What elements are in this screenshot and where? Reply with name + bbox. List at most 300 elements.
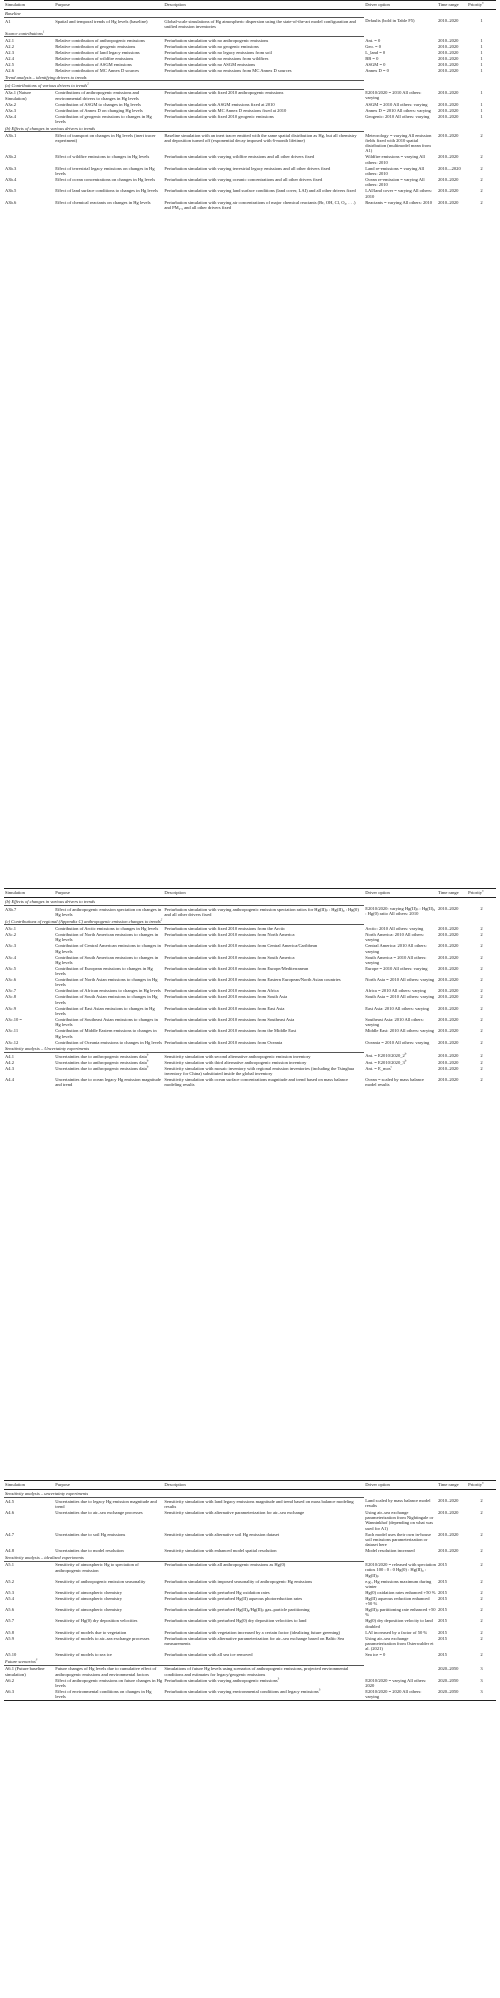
cell-purpose: Contributions of anthropogenic emissions and environmental drivers to changes in Hg levels [55, 90, 140, 101]
cell-desc: Perturbation simulation with fixed 2010 emissions from East Asia [164, 1005, 285, 1011]
cell-pri: 2 [480, 199, 483, 205]
cell-pri: 1 [480, 44, 483, 49]
table-row [4, 1677, 496, 1688]
cell-pri: 1 [480, 37, 483, 43]
cell-desc: Perturbation simulation with fixed 2010 emissions from Europe/Mediterranean [164, 965, 309, 971]
table-row [4, 1618, 496, 1629]
cell-sim: A3c.5 [5, 965, 16, 971]
cell-desc: Global-scale simulations of Hg atmospheric dispersion using the state-of-the-art model configuration and unified emission inventories [164, 18, 356, 29]
cell-time: 2010–2020 [437, 67, 459, 73]
cell-purpose: Sensitivity of models due to vegetation [55, 1629, 127, 1635]
cell-driver: East Asia: 2010 All others: varying [365, 1005, 429, 1011]
cell-pri: 1 [480, 113, 483, 119]
column-header: Simulation [4, 1, 54, 10]
cell-driver: Using air–sea exchange parameterization from Nightingale or Wanninkhof (depending on what was used for A1) [365, 1509, 434, 1531]
cell-time: 2010–2020 [437, 113, 459, 119]
cell-time: 2010–2020 [437, 954, 459, 960]
cell-sim: A3c.6 [5, 977, 16, 983]
cell-time: 2010–2020 [437, 199, 459, 205]
section-heading [4, 897, 496, 905]
cell-desc: Sensitivity simulation with enhanced model spatial resolution [164, 1548, 277, 1554]
cell-sim: A3c.8 [5, 994, 16, 1000]
cell-pri: 2 [480, 1629, 483, 1635]
column-header: Description [163, 889, 364, 898]
cell-pri: 2 [480, 977, 483, 983]
cell-sim: A3c.3 [5, 943, 16, 949]
cell-pri: 2 [480, 925, 483, 931]
cell-desc: Perturbation simulation with fixed 2010 emissions from South Asia [164, 994, 288, 1000]
table-row [4, 1635, 496, 1652]
cell-time: 2015 [437, 1589, 448, 1595]
cell-purpose: Sensitivity of Hg(0) dry deposition velocities [55, 1618, 138, 1624]
cell-pri: 2 [480, 1076, 483, 1082]
cell-sim: A2.3 [5, 49, 14, 55]
table-row [4, 107, 496, 113]
cell-pri: 2 [480, 176, 483, 182]
data-table [4, 888, 496, 1088]
cell-sim: A5.2 [5, 1578, 14, 1584]
table-row [4, 17, 496, 29]
cell-purpose: Uncertainties due to air–sea exchange processes [55, 1509, 143, 1515]
cell-pri: 1 [480, 49, 483, 55]
cell-driver: Ocean re-emission = varying All others: 2010 [365, 176, 425, 188]
cell-desc: Perturbation simulation with no emissions from MC Annex D sources [164, 67, 292, 73]
cell-sim: A6.2 [5, 1677, 14, 1683]
cell-sim: A4.1 [5, 1053, 14, 1059]
table-row [4, 101, 496, 107]
cell-driver: Ant. = 0 [365, 37, 381, 43]
cell-purpose: Relative contribution of MC Annex D sources [55, 67, 140, 73]
cell-time: 2015 [437, 1629, 448, 1635]
cell-sim: A4.2 [5, 1059, 14, 1065]
table-row [4, 113, 496, 124]
cell-pri: 1 [480, 107, 483, 113]
table-row [4, 1005, 496, 1016]
cell-purpose: Contribution of geogenic emissions to changes in Hg levels [55, 113, 152, 124]
section-title: Sensitivity analysis – idealized experiments [4, 1554, 364, 1562]
column-header: Driver option [364, 1, 437, 10]
cell-purpose: Uncertainties due to soil Hg emissions [55, 1531, 126, 1537]
cell-pri: 3 [480, 1688, 483, 1694]
cell-desc: Sensitivity simulation with land legacy emissions magnitude and trend based on mass balance modeling results [164, 1498, 354, 1509]
table-header-row [4, 1, 496, 10]
cell-desc: Perturbation simulation with perturbed Hg(II)₉/Hg(II)ₚ gas–particle partitioning [164, 1607, 310, 1613]
table-row [4, 976, 496, 987]
cell-driver: North America: 2010 All others: varying [365, 932, 425, 943]
cell-driver: Hg(0) dry deposition velocity to land doubled [365, 1618, 433, 1629]
cell-time: 2010–2020 [437, 101, 459, 107]
cell-driver: E2010/2020: varying Hg(II)ₚ : Hg(II)₉ : Hg(0) ratio All others: 2010 [365, 906, 436, 917]
cell-sim: A5.9 [5, 1635, 14, 1641]
cell-desc: Perturbation simulation with no emissions from wildfires [164, 55, 269, 61]
cell-sim: A3b.1 [5, 133, 17, 139]
cell-driver: LAI increased by a factor of 50 % [365, 1629, 428, 1635]
table-row [4, 89, 496, 101]
cell-time: 2010—2020 [437, 165, 461, 171]
cell-driver: ASGM = 2010 All others: varying [365, 101, 428, 107]
cell-sim: A6.3 [5, 1688, 14, 1694]
cell-desc: Perturbation simulation with fixed 2010 emissions from the Middle East [164, 1028, 297, 1034]
section-heading [4, 1045, 496, 1053]
cell-time: 2020–2050 [437, 1688, 459, 1694]
table-row [4, 954, 496, 965]
cell-driver: Hg(0) oxidation rates enhanced +50 % [365, 1589, 436, 1595]
cell-pri: 2 [480, 132, 483, 138]
cell-time: 2010–2020 [437, 988, 459, 994]
cell-sim: A2.2 [5, 44, 14, 49]
table-block-1 [4, 0, 496, 210]
cell-desc: Perturbation simulation with perturbed Hg(0) dry deposition velocities to land [164, 1618, 307, 1624]
cell-time: 2010–2020 [437, 1039, 459, 1045]
cell-purpose: Contribution of East Asian emissions to changes in Hg levels [55, 1005, 155, 1016]
cell-pri: 1 [480, 18, 483, 24]
cell-driver: Reactants = varying All others: 2010 [365, 199, 433, 205]
column-header: Simulation [4, 889, 54, 898]
section-heading [4, 29, 496, 37]
cell-purpose: Relative contribution of anthropogenic emissions [55, 38, 145, 44]
section-title: Trend analysis – identifying drivers to trends [4, 73, 364, 81]
cell-purpose: Effect of anthropogenic emissions on future changes in Hg levels [55, 1677, 163, 1688]
cell-sim: A3b.3 [5, 165, 17, 171]
cell-desc: Perturbation simulation with all anthropogenic emissions as Hg(0) [164, 1562, 286, 1568]
cell-time: 2010–2020 [437, 1509, 459, 1515]
cell-time: 2015 [437, 1618, 448, 1624]
cell-driver: Annex D = 2010 All others: varying [365, 107, 431, 113]
cell-desc: Perturbation simulation with no ASGM emissions [164, 61, 256, 67]
cell-time: 2010–2020 [437, 89, 459, 95]
column-header: Time range [437, 1481, 467, 1490]
cell-time: 2015 [437, 1578, 448, 1584]
cell-time: 2010–2020 [437, 965, 459, 971]
table-header-row [4, 1481, 496, 1490]
cell-purpose: Spatial and temporal trends of Hg levels (baseline) [55, 18, 148, 24]
table-row [4, 1497, 496, 1509]
table-row [4, 132, 496, 154]
cell-desc: Perturbation simulation with alternative parameterization for air–sea exchange based on Baltic Sea measurements [164, 1635, 345, 1646]
cell-desc: Perturbation simulation with fixed 2010 emissions from Africa [164, 988, 279, 994]
cell-time: 2010–2020 [437, 1053, 459, 1059]
table-row [4, 1065, 496, 1076]
cell-driver: Land scaled by mass balance model results [365, 1498, 431, 1509]
cell-time: 2010–2020 [437, 132, 459, 138]
cell-driver: Ocean = scaled by mass balance model results [365, 1076, 424, 1088]
cell-pri: 2 [480, 154, 483, 160]
cell-sim: A3c.9 [5, 1005, 16, 1011]
table-row [4, 925, 496, 931]
cell-desc: Sensitivity simulation with mosaic inventory with regional emission inventories (including the Tsinghua inventory for China) substituted inside the global inventory [164, 1065, 355, 1076]
cell-purpose: Sensitivity of anthropogenic emission seasonality [55, 1578, 146, 1584]
data-table [4, 0, 496, 210]
cell-purpose: Contribution of European emissions to changes in Hg levels [55, 965, 153, 977]
cell-pri: 3 [480, 1677, 483, 1683]
cell-purpose: Sensitivity of atmospheric Hg to speciation of anthropogenic emission [55, 1562, 139, 1573]
cell-driver: Annex D = 0 [365, 67, 389, 73]
column-header: Priority$^a$ [467, 1481, 496, 1490]
cell-sim: A2.1 [5, 38, 14, 44]
cell-pri: 2 [480, 1531, 483, 1537]
cell-driver: Sea ice = 0 [365, 1652, 386, 1658]
cell-purpose: Relative contribution of ASGM emissions [55, 61, 132, 67]
cell-purpose: Effect of ocean concentrations on changes in Hg levels [55, 176, 156, 182]
cell-purpose: Contribution of Annex D on changing Hg levels [55, 107, 143, 113]
cell-driver: Geogenic: 2010 All others: varying [365, 113, 430, 119]
cell-driver: Middle East: 2010 All others: varying [365, 1028, 435, 1034]
cell-purpose: Effect of land surface conditions to changes in Hg levels [55, 188, 159, 194]
cell-time: 2015 [437, 1635, 448, 1641]
cell-desc: Sensitivity simulation with third alternative anthropogenic emission inventory [164, 1059, 307, 1065]
section-heading [4, 1489, 496, 1497]
table-row [4, 943, 496, 954]
cell-sim: A3c.11 [5, 1028, 19, 1034]
cell-purpose: Relative contribution of land legacy emissions [55, 49, 140, 55]
cell-time: 2020–2050 [437, 1665, 459, 1671]
cell-desc: Simulations of future Hg levels using scenarios of anthropogenic emissions, projected environmental conditions and estimates for legacy/geogenic emissions [164, 1666, 349, 1677]
cell-purpose: Effect of chemical reactants on changes in Hg levels [55, 199, 151, 205]
cell-desc: Perturbation simulation with fixed 2010 emissions from Eastern European/North Asian countries [164, 977, 341, 983]
cell-pri: 1 [480, 55, 483, 61]
cell-driver: E2010/2020 = 2010 All others: varying [365, 89, 422, 101]
cell-desc: Perturbation simulation with fixed 2010 emissions from Oceania [164, 1039, 283, 1045]
cell-pri: 2 [480, 965, 483, 971]
cell-driver: E2010/2020 = released with speciation ratios 100 : 0 : 0 Hg(0) : Hg(II)₉ : Hg(II)ₚ [365, 1561, 436, 1578]
cell-pri: 2 [480, 188, 483, 194]
section-title: Sensitivity analysis – Uncertainty experiments [4, 1045, 364, 1053]
cell-sim: A1 [5, 18, 11, 24]
cell-sim: A3c.10 = [5, 1016, 22, 1022]
cell-sim: A3a.1 (Nature Simulation) [5, 90, 32, 101]
table-row [4, 1589, 496, 1595]
section-heading [4, 81, 496, 89]
section-heading [4, 917, 496, 925]
cell-pri: 2 [480, 1509, 483, 1515]
cell-purpose: Contribution of North American emissions to changes in Hg levels [55, 932, 159, 943]
section-heading [4, 1554, 496, 1562]
table-row [4, 165, 496, 176]
cell-time: 2010–2020 [437, 1531, 459, 1537]
cell-driver [364, 1665, 437, 1677]
cell-purpose: Contribution of Central American emissions to changes in Hg levels [55, 943, 161, 954]
cell-purpose: Contribution of South Asian emissions to changes in Hg levels [55, 994, 158, 1005]
cell-time: 2010–2020 [437, 977, 459, 983]
cell-sim: A2.4 [5, 55, 14, 61]
table-row [4, 931, 496, 942]
cell-time: 2015 [437, 1607, 448, 1613]
table-block-3 [4, 1480, 496, 1701]
cell-desc: Perturbation simulation with varying land surface conditions (land cover, LAI) and all other drivers fixed [164, 188, 356, 194]
cell-driver: Using air–sea exchange parameterization from Osterwalder et al. (2021) [365, 1635, 434, 1652]
cell-purpose: Future changes of Hg levels due to cumulative effect of anthropogenic emissions and environmental factors [55, 1666, 157, 1677]
cell-driver: South America = 2010 All others: varying [365, 954, 427, 965]
table-row [4, 1665, 496, 1677]
cell-desc: Perturbation simulation with fixed 2010 anthropogenic emissions [164, 90, 284, 96]
cell-driver: Hg(II)ₚ partitioning rate enhanced +50 % [365, 1607, 436, 1618]
cell-pri: 1 [480, 89, 483, 95]
cell-driver: Meteorology = varying All emission fields fixed with 2010 spatial distribution (multimodel mean from A1) [365, 132, 432, 154]
column-header: Driver option [364, 889, 437, 898]
table-row [4, 1039, 496, 1045]
cell-sim: A5.1 [5, 1562, 14, 1568]
cell-pri: 2 [480, 1059, 483, 1065]
table-row [4, 1076, 496, 1087]
section-heading [4, 9, 496, 17]
table-row [4, 1629, 496, 1635]
cell-desc: Perturbation simulation with fixed 2010 geogenic emissions [164, 113, 274, 119]
cell-purpose: Uncertainties due to legacy Hg emission magnitude and trend [55, 1498, 157, 1509]
cell-sim: A5.3 [5, 1589, 14, 1595]
cell-sim: A3c.4 [5, 954, 16, 960]
table-row [4, 199, 496, 210]
cell-driver: E2010/2020 = varying All others: 2020 [365, 1677, 427, 1688]
cell-time: 2010–2020 [437, 906, 459, 912]
cell-time: 2010–2020 [437, 176, 459, 182]
cell-purpose: Contribution of Southeast Asian emissions to changes in Hg levels [55, 1016, 158, 1028]
cell-time: 2010–2020 [437, 1028, 459, 1034]
cell-sim: A3b.5 [5, 188, 17, 194]
cell-driver: Europe = 2010 All others: varying [365, 965, 428, 971]
cell-desc: Baseline simulation with an inert tracer emitted with the same spatial distribution as Hg, but all chemistry and deposition turned off (exponential decay imposed with 6-month lifetime) [164, 133, 357, 144]
cell-purpose: Sensitivity of models to air–sea exchange processes [55, 1635, 150, 1641]
table-row [4, 1578, 496, 1589]
cell-sim: A6.1 (Future baseline simulation) [5, 1666, 45, 1677]
cell-time: 2010–2020 [437, 1016, 459, 1022]
table-row [4, 1606, 496, 1617]
cell-purpose: Effect of transport on changes in Hg levels (inert tracer experiment) [55, 133, 156, 144]
cell-pri: 2 [480, 994, 483, 1000]
cell-pri: 3 [480, 1665, 483, 1671]
cell-driver: Land re-emissions = varying All others: 2010 [365, 165, 425, 176]
column-header: Description [163, 1481, 364, 1490]
table-row [4, 1561, 496, 1578]
cell-driver: ASGM = 0 [365, 61, 386, 67]
cell-purpose: Effect of anthropogenic emission speciation on changes in Hg levels [55, 906, 162, 917]
cell-desc: Perturbation simulation with imposed seasonality of anthropogenic Hg emissions [164, 1578, 313, 1584]
cell-pri: 2 [480, 1039, 483, 1045]
cell-driver: Defaults (bold in Table F5) [365, 18, 415, 24]
column-header: Purpose [54, 1481, 163, 1490]
cell-sim: A4.4 [5, 1076, 14, 1082]
cell-sim: A3c.1 [5, 926, 16, 932]
cell-desc: Perturbation simulation with varying air concentrations of major chemical reactants (Br, OH, Cl, O₃, . . .) and PM₂.₅ and all other drivers fixed [164, 199, 356, 210]
cell-sim: A3b.2 [5, 154, 17, 160]
section-title: Source contributions$^1$ [4, 29, 364, 37]
cell-desc: Perturbation simulation with all sea ice removed [164, 1652, 253, 1658]
cell-sim: A3a.2 [5, 101, 16, 107]
cell-purpose: Contribution of Middle Eastern emissions to changes in Hg levels [55, 1028, 157, 1039]
cell-sim: A2.6 [5, 67, 14, 73]
cell-time: 2010–2020 [437, 61, 459, 67]
data-table [4, 1480, 496, 1701]
cell-purpose: Sensitivity of atmospheric chemistry [55, 1607, 123, 1613]
cell-pri: 2 [480, 1595, 483, 1601]
cell-pri: 2 [480, 1578, 483, 1584]
table-block-2 [4, 888, 496, 1088]
cell-desc: Sensitivity simulation with alternative soil Hg emission dataset [164, 1531, 280, 1537]
section-title: (a) Contributions of various drivers to trends$^2$ [4, 81, 364, 89]
cell-purpose: Contribution of Oceania emissions to changes in Hg levels [55, 1039, 163, 1045]
column-header: Time range [437, 889, 467, 898]
table-header-row [4, 889, 496, 898]
cell-purpose: Contribution of African emissions to changes in Hg levels [55, 988, 161, 994]
cell-pri: 2 [480, 1016, 483, 1022]
cell-driver: Geo. = 0 [365, 44, 382, 49]
cell-sim: A2.5 [5, 61, 14, 67]
table-row [4, 965, 496, 976]
cell-desc: Sensitivity simulation with second alternative anthropogenic emission inventory [164, 1053, 311, 1059]
cell-purpose: Uncertainties due to anthropogenic emissions data$^b$ [55, 1052, 149, 1059]
cell-pri: 2 [480, 165, 483, 171]
cell-driver: Central America: 2010 All others: varying [365, 943, 427, 954]
cell-sim: A3c.7 [5, 988, 16, 994]
cell-time: 2010–2020 [437, 44, 459, 49]
section-heading [4, 124, 496, 132]
cell-driver: Ant. = $E2010/2020\_2^b$ [365, 1051, 407, 1059]
cell-desc: Perturbation simulation with varying environmental conditions and legacy emissions$^3$ [164, 1687, 321, 1694]
column-header: Priority$^a$ [467, 889, 496, 898]
cell-desc: Perturbation simulation with MC Annex D emissions fixed at 2010 [164, 107, 287, 113]
cell-driver: North Asia = 2010 All others: varying [365, 977, 435, 983]
cell-pri: 1 [480, 61, 483, 67]
cell-time: 2010–2020 [437, 1076, 459, 1082]
section-title: Sensitivity analysis – uncertainty experiments [4, 1489, 364, 1497]
cell-time: 2010–2020 [437, 188, 459, 194]
cell-desc: Perturbation simulation with ASGM emissions fixed at 2010 [164, 101, 275, 107]
cell-sim: A5.4 [5, 1595, 14, 1601]
cell-desc: Perturbation simulation with fixed 2010 emissions from Southeast Asia [164, 1016, 295, 1022]
cell-sim: A3c.12 [5, 1039, 19, 1045]
cell-desc: Perturbation simulation with varying anthropogenic emission speciation ratios for Hg(II)ₚ : Hg(II)₉ : Hg(0) and all other drivers fixed [164, 906, 359, 917]
cell-driver: Wildfire emissions = varying All others: 2010 [365, 154, 425, 165]
cell-purpose: Relative contribution of wildfire emissions [55, 55, 134, 61]
cell-driver: Ant. = $E2010/2020\_3^b$ [365, 1058, 407, 1065]
cell-purpose: Uncertainties due to anthropogenic emissions data$^b$ [55, 1064, 149, 1071]
cell-desc: Perturbation simulation with vegetation increased by a certain factor (idealizing future greening) [164, 1629, 341, 1635]
cell-time: 2010–2020 [437, 154, 459, 160]
column-header: Priority$^a$ [467, 1, 496, 10]
table-row [4, 176, 496, 187]
cell-pri: 2 [480, 906, 483, 912]
cell-desc: Perturbation simulation with fixed 2010 emissions from South America [164, 954, 295, 960]
cell-pri: 2 [480, 988, 483, 994]
cell-driver: Arctic: 2010 All others: varying [365, 925, 424, 931]
table-row [4, 1531, 496, 1548]
section-title: (b) Effects of changes in various drivers to trends [4, 897, 364, 905]
cell-desc: Perturbation simulation with fixed 2010 emissions from Central America/Caribbean [164, 943, 318, 949]
cell-pri: 2 [480, 1635, 483, 1641]
cell-time: 2015 [437, 1595, 448, 1601]
cell-driver: Hg(II) aqueous reduction enhanced +50 % [365, 1595, 430, 1607]
section-title: Baseline [4, 9, 364, 17]
cell-pri: 2 [480, 932, 483, 937]
table-row [4, 1028, 496, 1039]
cell-driver: Africa = 2010 All others: varying [365, 988, 426, 994]
column-header: Description [163, 1, 364, 10]
cell-sim: A5.7 [5, 1618, 14, 1624]
cell-sim: A3b.4 [5, 176, 17, 182]
column-header: Time range [437, 1, 467, 10]
cell-sim: A4.6 [5, 1509, 14, 1515]
cell-time: 2015 [437, 1561, 448, 1567]
table-row [4, 1595, 496, 1606]
cell-pri: 2 [480, 1618, 483, 1624]
column-header: Purpose [54, 889, 163, 898]
cell-driver: Model resolution increased [365, 1548, 415, 1554]
cell-time: 2010–2020 [437, 18, 459, 24]
cell-purpose: Sensitivity of models to sea ice [55, 1652, 112, 1658]
cell-driver: LAI/land cover = varying All others: 2010 [365, 188, 433, 199]
section-title: (c) Contributions of regional (Appendix C) anthropogenic emission changes to trends$^2$ [4, 917, 364, 925]
table-row [4, 188, 496, 199]
cell-pri: 2 [480, 1607, 483, 1613]
